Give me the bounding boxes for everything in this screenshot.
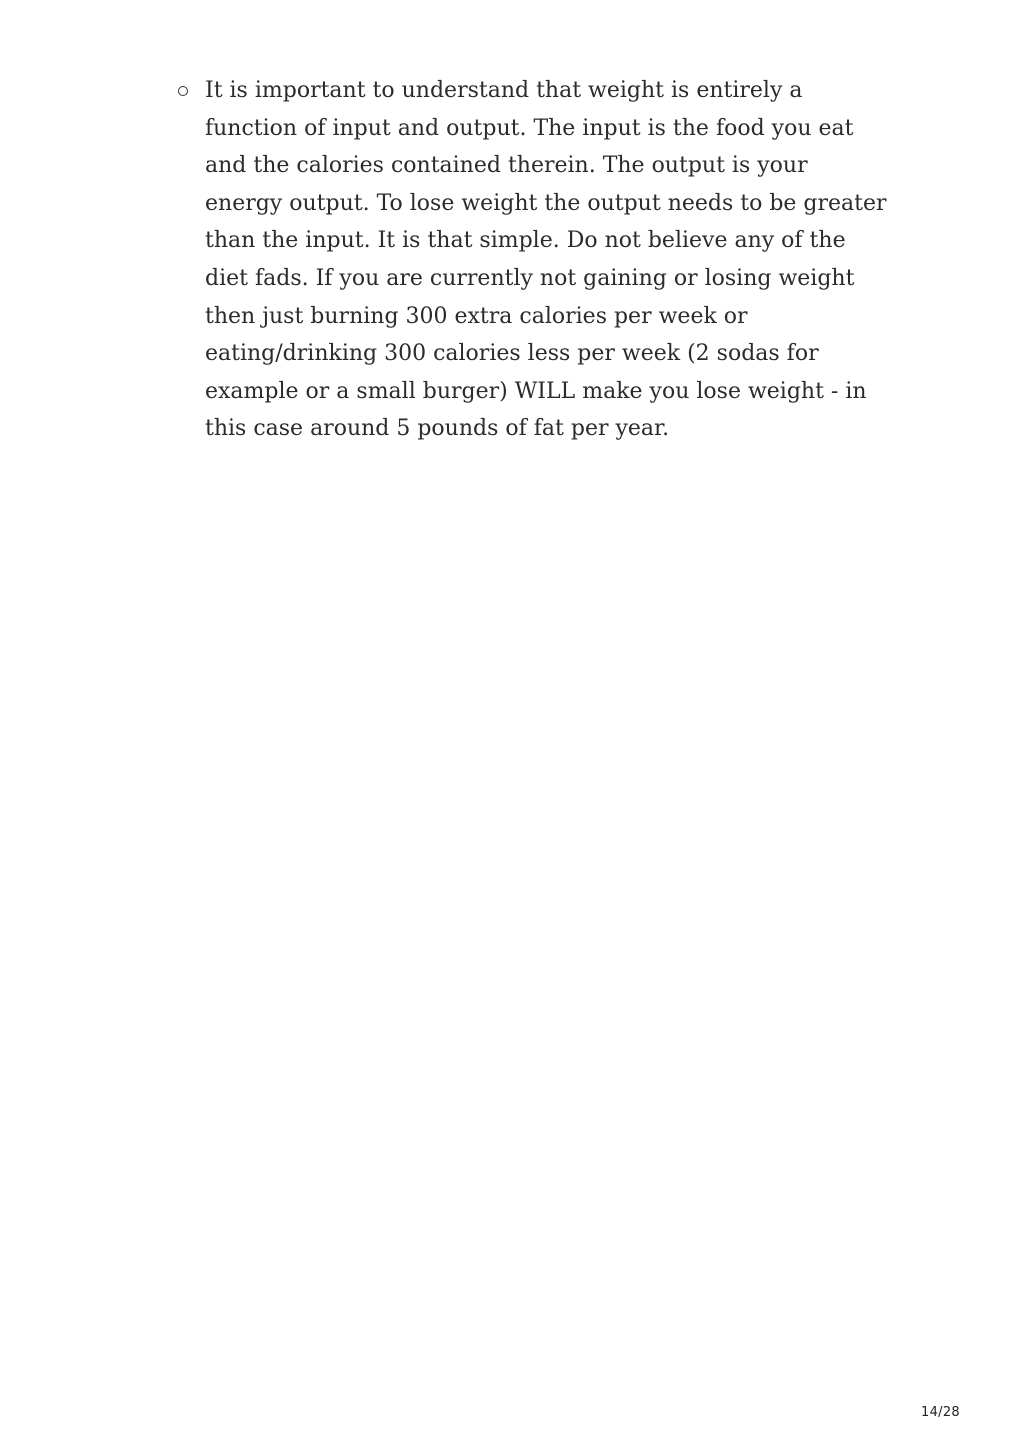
page-number: 14/28: [921, 1405, 960, 1420]
bullet-paragraph: It is important to understand that weight is entirely a function of input and output. The input is the food you eat and the calories contained therein. The output is your energy output. To lose weight the output needs to be greater than the input. It is that simple. Do not believe any of the diet fads. If you are currently not gaining or losing weight then just burning 300 extra calories per week or eating/drinking 300 calories less per week (2 sodas for example or a small burger) WILL make you lose weight - in this case around 5 pounds of fat per year.: [205, 78, 887, 442]
list-item: [205, 72, 925, 448]
bullet-list: [205, 72, 925, 448]
hollow-circle-bullet-icon: [178, 86, 188, 96]
